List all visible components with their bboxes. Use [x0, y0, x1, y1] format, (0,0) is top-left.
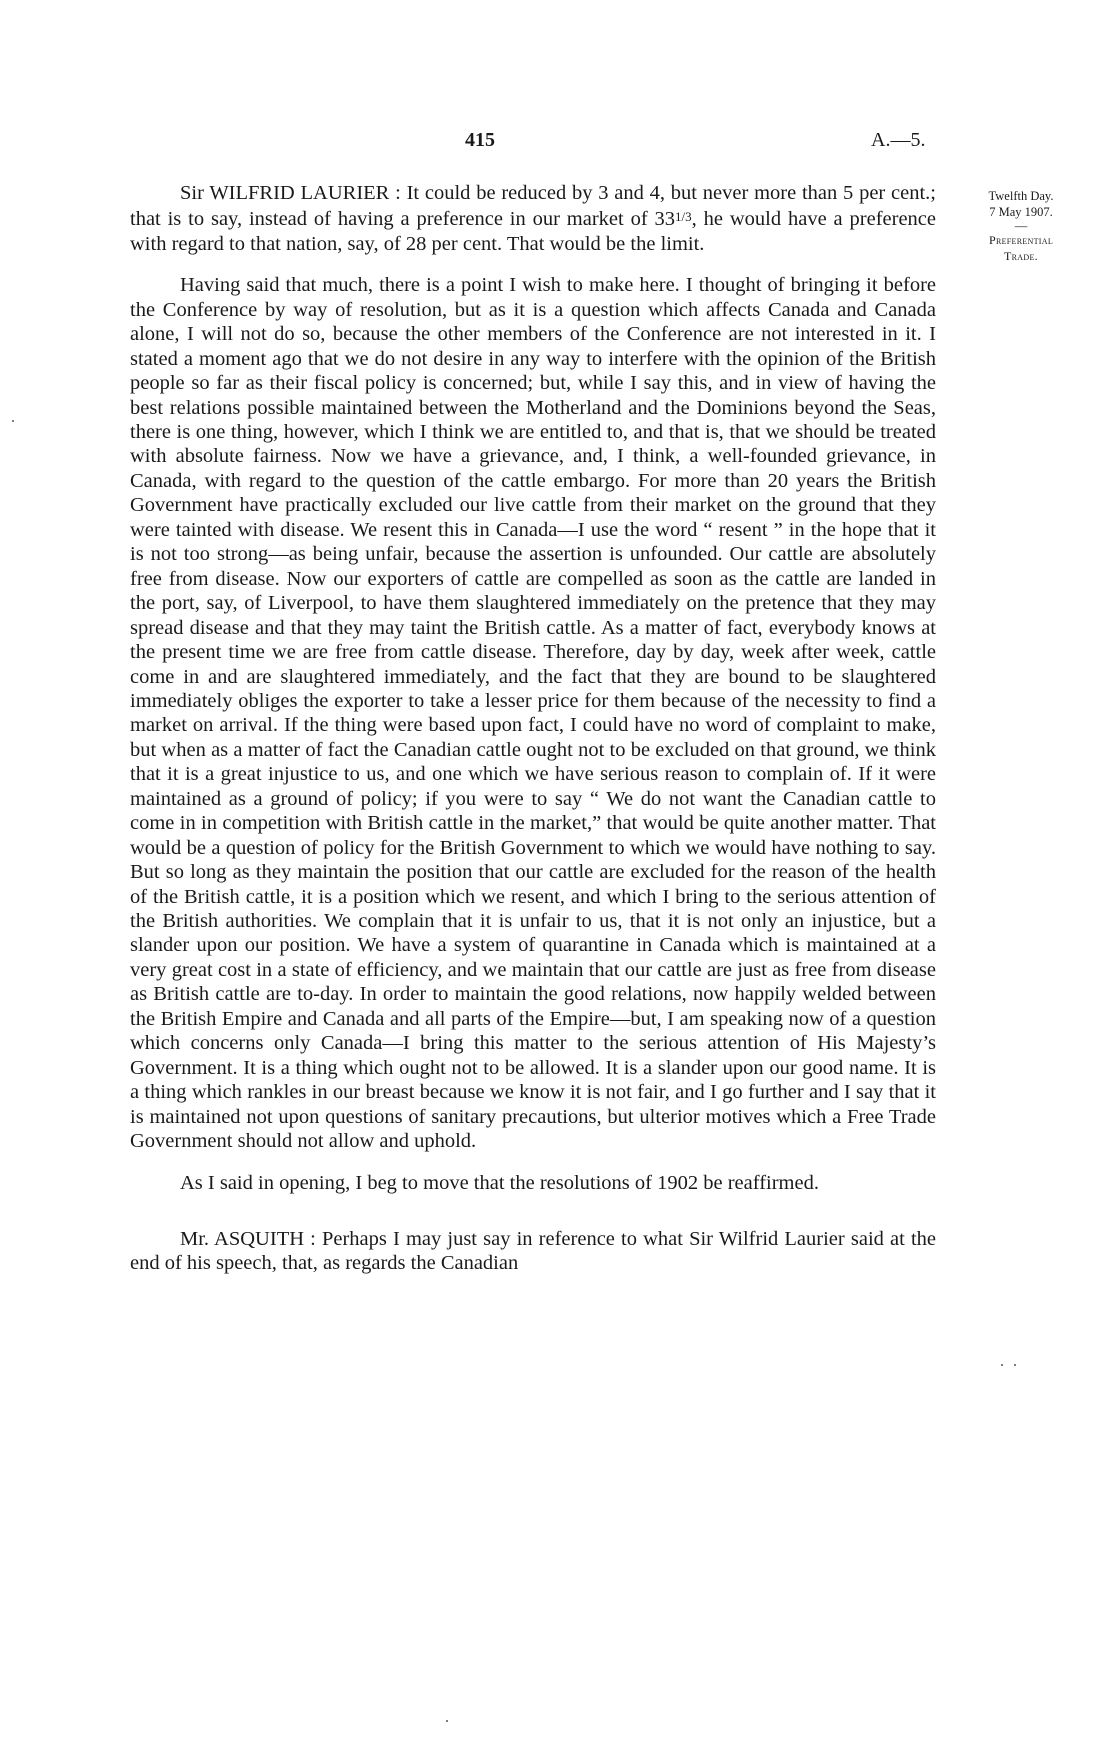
page-body — [130, 181, 936, 1293]
page-header — [0, 129, 1114, 159]
margin-note-dash: — — [1014, 219, 1028, 233]
scan-speck — [1001, 1364, 1003, 1366]
scan-speck — [12, 420, 14, 422]
paragraph-motion: As I said in opening, I beg to move that the resolutions of 1902 be reaffirmed. — [180, 1171, 819, 1194]
scan-speck — [446, 1720, 448, 1722]
paragraph-text: : Perhaps I may just say in reference to what Sir Wilfrid Laurier said at the end of his speech, that, as regards the Canadian — [130, 1228, 936, 1275]
scan-speck — [1014, 1364, 1016, 1366]
fraction-one-third: 1/3 — [675, 209, 692, 225]
margin-note-date: 7 May 1907. — [989, 205, 1053, 219]
margin-note — [960, 188, 1082, 264]
page-number: 415 — [465, 129, 495, 151]
speaker-name: Mr. ASQUITH — [180, 1228, 305, 1251]
paragraph-asquith — [130, 1227, 936, 1276]
speaker-name: Sir WILFRID LAURIER — [180, 182, 390, 204]
paragraph-text: , he would have a preference with regard to that nation, say, of 28 per cent. That would be the limit. — [130, 208, 936, 255]
paragraph-text: : It could be reduced by 3 and 4, but never more than 5 per cent.; that is to say, instead of having a preference in our market of 33 — [130, 182, 936, 231]
paragraph-laurier-reduction — [130, 181, 936, 256]
margin-note-topic-line2: Trade. — [1004, 249, 1038, 263]
document-reference: A.—5. — [871, 129, 926, 151]
margin-note-topic-line1: Preferential — [988, 233, 1054, 247]
margin-note-day: Twelfth Day. — [988, 189, 1054, 203]
paragraph-cattle-embargo: Having said that much, there is a point I wish to make here. I thought of bringing it before the Conference by way of resolution, but as it is a question which affects Canada and Canada alone, I will not do so, because the other members of the Conference are not interested in it. I stated a moment ago that we do not desire in any way to interfere with the opinion of the British people so far as their fiscal policy is concerned; but, while I say this, and in view of having the best relations possible maintained between the Motherland and the Dominions beyond the Seas, there is one thing, however, which I think we are entitled to, and that is, that we should be treated with absolute fairness. Now we have a grievance, and, I think, a well-founded grievance, in Canada, with regard to the question of the cattle embargo. For more than 20 years the British Government have practically excluded our live cattle from their market on the ground that they were tainted with disease. We resent this in Canada—I use the word “ resent ” in the hope that it is not too strong—as being unfair, because the assertion is unfounded. Our cattle are absolutely free from disease. Now our exporters of cattle are compelled as soon as the cattle are landed in the port, say, of Liverpool, to have them slaughtered immediately on the pretence that they may spread disease and that they may taint the British cattle. As a matter of fact, everybody knows at the present time we are free from cattle disease. Therefore, day by day, week after week, cattle come in and are slaughtered immediately, and the fact that they are bound to be slaughtered immediately obliges the exporter to take a lesser price for them because of the necessity to find a market on arrival. If the thing were based upon fact, I could have no word of complaint to make, but when as a matter of fact the Canadian cattle ought not to be excluded on that ground, we think that it is a great injustice to us, and one which we have serious reason to complain of. If it were maintained as a ground of policy; if you were to say “ We do not want the Canadian cattle to come in in competition with British cattle in the market,” that would be quite another matter. That would be a question of policy for the British Government to which we would have nothing to say. But so long as they maintain the position that our cattle are excluded for the reason of the health of the British cattle, it is a position which we resent, and which I bring to the serious attention of the British authorities. We complain that it is unfair to us, that it is not only an injustice, but a slander upon our position. We have a system of quarantine in Canada which is maintained at a very great cost in a state of efficiency, and we maintain that our cattle are just as free from disease as British cattle are to-day. In order to maintain the good relations, now happily welded between the British Empire and Canada and all parts of the Empire—but, I am speaking now of a question which concerns only Canada—I bring this matter to the serious attention of His Majesty’s Government. It is a thing which ought not to be allowed. It is a slander upon our good name. It is a thing which rankles in our breast because we know it is not fair, and I go further and I say that it is maintained not upon questions of sanitary precautions, but ulterior motives which a Free Trade Government should not allow and uphold. — [130, 274, 936, 1153]
